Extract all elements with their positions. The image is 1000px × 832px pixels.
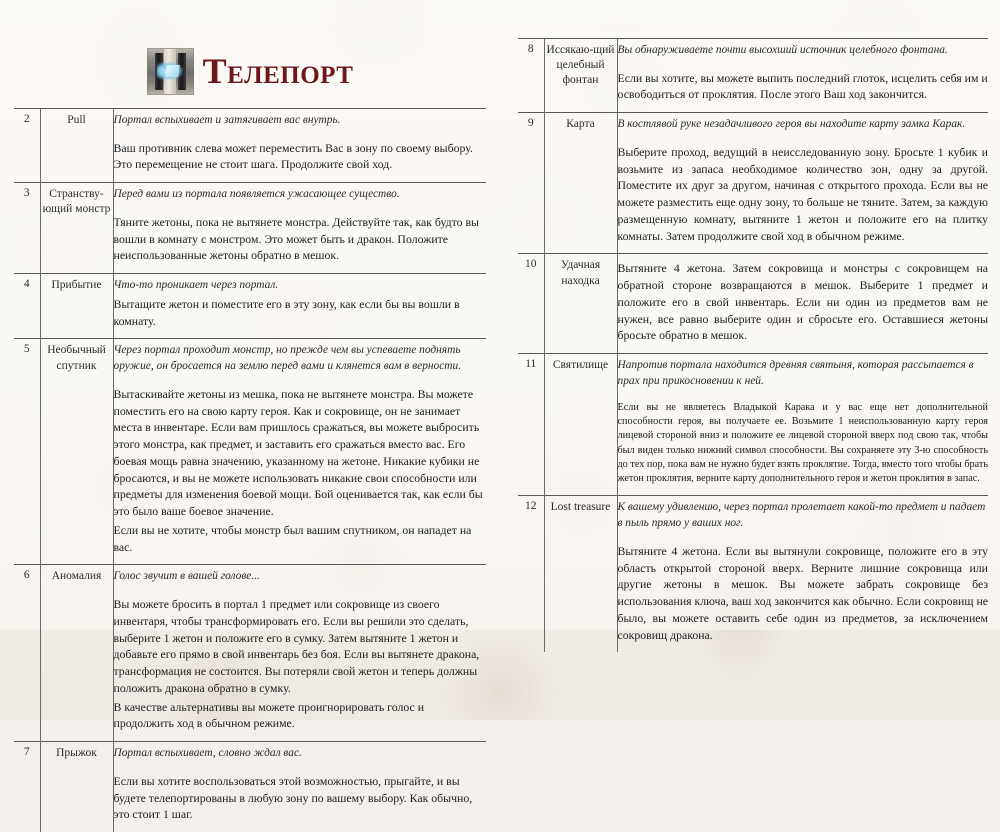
portal-icon (147, 48, 194, 95)
row-number: 6 (14, 565, 40, 742)
row-event-name: Аномалия (40, 565, 113, 742)
portal-glow-core (165, 65, 180, 77)
row-event-text (617, 496, 988, 652)
table-row (14, 742, 486, 832)
row-number: 3 (14, 183, 40, 274)
rules-table-left-body (14, 109, 486, 832)
row-event-text (617, 354, 988, 496)
table-row (14, 339, 486, 565)
rules-table-right-body (518, 39, 988, 653)
table-row (518, 496, 988, 652)
row-event-name: Pull (40, 109, 113, 183)
row-rule-text: Вытащите жетон и поместите его в эту зону, как если бы вы вошли в комнату. (114, 296, 487, 330)
row-event-text (617, 39, 988, 113)
row-rule-text: Вытаскивайте жетоны из мешка, пока не вытянете монстра. Вы можете поместить его на свою карту героя. Как и сокровище, он не занимает места в инвентаре. Если вам пришлось сражаться, вы можете выбросить этого монстра, как предмет, и заставить его сражаться вместо вас. Его боевая мощь равна значению, указанному на жетоне. Никакие кубики не бросаются, и вы не можете использовать никакие свои способности или предметы для изменения боевой мощи. Бой оценивается так, как если бы это было ваше боевое значение. (114, 386, 487, 520)
row-number: 8 (518, 39, 544, 113)
row-event-name: Прибытие (40, 274, 113, 339)
row-flavor-text: К вашему удивлению, через портал пролетает какой-то предмет и падает в пыль прямо у ваших ног. (618, 500, 989, 531)
row-event-name: Иссякаю-щий целебный фонтан (544, 39, 617, 113)
row-event-text (113, 565, 486, 742)
row-event-name: Необычный спутник (40, 339, 113, 565)
row-number: 4 (14, 274, 40, 339)
row-event-name: Странству-ющий монстр (40, 183, 113, 274)
table-row (14, 565, 486, 742)
row-flavor-text: Голос звучит в вашей голове... (114, 569, 487, 585)
row-event-text (617, 254, 988, 354)
rules-table-left (14, 108, 486, 832)
row-number: 9 (518, 113, 544, 254)
table-row (14, 109, 486, 183)
row-flavor-text: Напротив портала находится древняя святыня, которая рассыпается в прах при прикосновении к ней. (618, 358, 989, 389)
row-flavor-text: Что-то проникает через портал. (114, 278, 487, 294)
table-row (14, 274, 486, 339)
row-rule-text-secondary: В качестве альтернативы вы можете проигнорировать голос и продолжить ход в обычном режиме. (114, 699, 487, 733)
row-flavor-text: В костлявой руке незадачливого героя вы находите карту замка Карак. (618, 117, 989, 133)
table-row (518, 354, 988, 496)
table-row (14, 183, 486, 274)
row-event-text (113, 339, 486, 565)
table-row (518, 254, 988, 354)
row-number: 11 (518, 354, 544, 496)
table-row (518, 39, 988, 113)
row-flavor-text: Портал вспыхивает, словно ждал вас. (114, 746, 487, 762)
row-rule-text: Вы можете бросить в портал 1 предмет или сокровище из своего инвентаря, чтобы трансформировать его. Если вы решили это сделать, выберите 1 жетон и положите его в сумку. Затем вытяните 1 жетон и добавьте его прямо в свой инвентарь без боя. Если вы вытянете дракона, трансформация не состоится. Вы потеряли свой жетон и теперь должны положить дракона обратно в сумку. (114, 596, 487, 697)
row-flavor-text: Перед вами из портала появляется ужасающее существо. (114, 187, 487, 203)
row-number: 7 (14, 742, 40, 832)
row-event-text (113, 109, 486, 183)
row-event-text (617, 113, 988, 254)
row-event-name: Удачная находка (544, 254, 617, 354)
row-event-name: Карта (544, 113, 617, 254)
row-rule-text: Ваш противник слева может переместить Вас в зону по своему выбору. Это перемещение не стоит шага. Продолжите свой ход. (114, 140, 487, 174)
row-rule-text: Если вы не являетесь Владыкой Карака и у вас еще нет дополнительной способности героя, вы получаете ее. Возьмите 1 неиспользованную карту героя лицевой стороной вниз и положите ее лицевой стороной вверх под свою так, чтобы был виден только нижний символ способности. Вы сохраняете эту 3-ю способность до тех пор, пока вам не нужно будет взять проклятие. Тогда, вместо того чтобы брать жетон проклятия, верните карту дополнительного героя и жетон проклятия в запас. (618, 401, 989, 487)
row-number: 2 (14, 109, 40, 183)
row-flavor-text: Портал вспыхивает и затягивает вас внутрь. (114, 113, 487, 129)
row-rule-text: Выберите проход, ведущий в неисследованную зону. Бросьте 1 кубик и возьмите из запаса необходимое количество зон, одну за другой. Поместите их друг за другом, начиная с открытого прохода. Если вы не можете разместить еще одну зону, то больше не тяните. Затем, за каждую размещенную комнату, вытяните 1 жетон и положите его на плитку комнаты. Затем продолжите свой ход в обычном режиме. (618, 144, 989, 245)
row-event-name: Прыжок (40, 742, 113, 832)
row-event-text (113, 274, 486, 339)
row-rule-text: Вытяните 4 жетона. Затем сокровища и монстры с сокровищем на обратной стороне возвращаются в мешок. Выберите 1 предмет и положите его в свой инвентарь. Если ни один из предметов вам не нужен, все равно выберите один и сбросьте его. Оставшиеся жетоны бросьте обратно в мешок. (618, 260, 989, 344)
row-event-name: Святилище (544, 354, 617, 496)
page-title: Телепорт (203, 53, 354, 89)
row-rule-text: Если вы хотите, вы можете выпить последний глоток, исцелить себя им и освободиться от проклятия. После этого Ваш ход закончится. (618, 70, 989, 104)
row-number: 5 (14, 339, 40, 565)
row-number: 12 (518, 496, 544, 652)
rules-table-right (518, 38, 988, 652)
row-event-text (113, 742, 486, 832)
row-rule-text: Вытяните 4 жетона. Если вы вытянули сокровище, положите его в эту область открытой стороной вверх. Верните лишние сокровища или другие жетоны в мешок. Вы можете забрать сокровище без использования ключа, ваш ход закончится как обычно. Если сокровищ не было, вы можете оставить себе один из предметов, за исключением сокровищ дракона. (618, 543, 989, 644)
row-rule-text: Тяните жетоны, пока не вытянете монстра. Действуйте так, как будто вы вошли в комнату с монстром. Это может быть и дракон. Положите неиспользованные жетоны обратно в мешок. (114, 214, 487, 264)
row-flavor-text: Через портал проходит монстр, но прежде чем вы успеваете поднять оружие, он бросается на землю перед вами и клянется вам в верности. (114, 343, 487, 374)
row-event-name: Lost treasure (544, 496, 617, 652)
row-rule-text-secondary: Если вы не хотите, чтобы монстр был вашим спутником, он нападет на вас. (114, 522, 487, 556)
row-rule-text: Если вы хотите воспользоваться этой возможностью, прыгайте, и вы будете телепортированы в любую зону по вашему выбору. Как обычно, это стоит 1 шаг. (114, 773, 487, 823)
row-flavor-text: Вы обнаруживаете почти высохший источник целебного фонтана. (618, 43, 989, 59)
row-event-text (113, 183, 486, 274)
row-number: 10 (518, 254, 544, 354)
page-header (0, 40, 500, 102)
table-row (518, 113, 988, 254)
